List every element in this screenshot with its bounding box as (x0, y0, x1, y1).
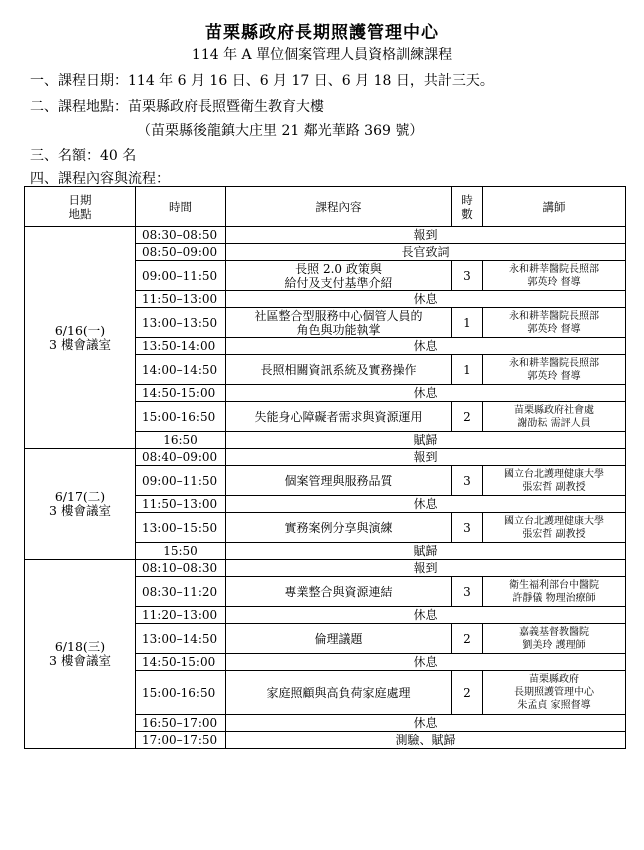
time-cell: 17:00–17:50 (136, 732, 226, 749)
content-cell: 家庭照顧與高負荷家庭處理 (226, 671, 452, 715)
content-cell: 長照相關資訊系統及實務操作 (226, 355, 452, 385)
hours-cell: 1 (452, 308, 483, 338)
time-cell: 15:00-16:50 (136, 402, 226, 432)
content-cell: 休息 (226, 607, 626, 624)
instructor-cell: 永和耕莘醫院長照部 郭英玲 督導 (483, 308, 626, 338)
hours-cell: 1 (452, 355, 483, 385)
time-cell: 13:00–15:50 (136, 513, 226, 543)
content-cell: 長官致詞 (226, 244, 626, 261)
content-cell: 賦歸 (226, 543, 626, 560)
course-content-heading: 四、課程內容與流程： (30, 171, 170, 187)
instructor-cell: 永和耕莘醫院長照部 郭英玲 督導 (483, 355, 626, 385)
content-cell: 實務案例分享與演練 (226, 513, 452, 543)
course-date-line: 一、課程日期：114 年 6 月 16 日、6 月 17 日、6 月 18 日，共計三天。 (30, 73, 494, 89)
time-cell: 15:00-16:50 (136, 671, 226, 715)
content-cell: 社區整合型服務中心個管人員的 角色與功能執掌 (226, 308, 452, 338)
course-place-line: 二、課程地點：苗栗縣政府長照暨衛生教育大樓 (30, 99, 324, 115)
hours-cell: 2 (452, 671, 483, 715)
content-cell: 休息 (226, 715, 626, 732)
content-cell: 休息 (226, 654, 626, 671)
content-cell: 專業整合與資源連結 (226, 577, 452, 607)
header-instructor: 講師 (483, 187, 626, 227)
time-cell: 16:50 (136, 432, 226, 449)
instructor-cell: 苗栗縣政府社會處 謝劭耘 需評人員 (483, 402, 626, 432)
table-row (25, 560, 626, 577)
document-subtitle: 114 年 A 單位個案管理人員資格訓練課程 (191, 47, 453, 63)
content-cell: 報到 (226, 449, 626, 466)
quota-line: 三、名額：40 名 (30, 148, 137, 164)
instructor-cell: 永和耕莘醫院長照部 郭英玲 督導 (483, 261, 626, 291)
content-cell: 測驗、賦歸 (226, 732, 626, 749)
content-cell: 長照 2.0 政策與 給付及支付基準介紹 (226, 261, 452, 291)
time-cell: 08:10–08:30 (136, 560, 226, 577)
content-cell: 報到 (226, 560, 626, 577)
time-cell: 09:00–11:50 (136, 261, 226, 291)
time-cell: 11:20–13:00 (136, 607, 226, 624)
content-cell: 休息 (226, 496, 626, 513)
time-cell: 11:50–13:00 (136, 496, 226, 513)
time-cell: 14:00–14:50 (136, 355, 226, 385)
table-header-row (25, 187, 626, 227)
header-time: 時間 (136, 187, 226, 227)
instructor-cell: 國立台北護理健康大學 張宏哲 副教授 (483, 513, 626, 543)
day-cell: 6/17(二) 3 樓會議室 (25, 449, 136, 560)
content-cell: 個案管理與服務品質 (226, 466, 452, 496)
hours-cell: 2 (452, 624, 483, 654)
content-cell: 賦歸 (226, 432, 626, 449)
course-address-line: （苗栗縣後龍鎮大庄里 21 鄰光華路 369 號） (137, 123, 424, 139)
instructor-cell: 苗栗縣政府 長期照護管理中心 朱孟貞 家照督導 (483, 671, 626, 715)
hours-cell: 3 (452, 261, 483, 291)
time-cell: 13:50-14:00 (136, 338, 226, 355)
instructor-cell: 衛生福利部台中醫院 許靜儀 物理治療師 (483, 577, 626, 607)
hours-cell: 3 (452, 513, 483, 543)
content-cell: 報到 (226, 227, 626, 244)
time-cell: 13:00–14:50 (136, 624, 226, 654)
instructor-cell: 國立台北護理健康大學 張宏哲 副教授 (483, 466, 626, 496)
time-cell: 08:30–08:50 (136, 227, 226, 244)
table-row (25, 227, 626, 244)
hours-cell: 3 (452, 577, 483, 607)
hours-cell: 2 (452, 402, 483, 432)
instructor-cell: 嘉義基督教醫院 劉美玲 護理師 (483, 624, 626, 654)
header-hours: 時 數 (452, 187, 483, 227)
header-date-place: 日期 地點 (25, 187, 136, 227)
content-cell: 倫理議題 (226, 624, 452, 654)
header-content: 課程內容 (226, 187, 452, 227)
time-cell: 13:00–13:50 (136, 308, 226, 338)
content-cell: 休息 (226, 291, 626, 308)
time-cell: 08:40–09:00 (136, 449, 226, 466)
schedule-table (24, 186, 626, 749)
table-row (25, 449, 626, 466)
content-cell: 失能身心障礙者需求與資源運用 (226, 402, 452, 432)
time-cell: 09:00–11:50 (136, 466, 226, 496)
time-cell: 14:50-15:00 (136, 385, 226, 402)
content-cell: 休息 (226, 385, 626, 402)
time-cell: 08:50–09:00 (136, 244, 226, 261)
hours-cell: 3 (452, 466, 483, 496)
day-cell: 6/18(三) 3 樓會議室 (25, 560, 136, 749)
time-cell: 15:50 (136, 543, 226, 560)
day-cell: 6/16(一) 3 樓會議室 (25, 227, 136, 449)
time-cell: 08:30–11:20 (136, 577, 226, 607)
document-title: 苗栗縣政府長期照護管理中心 (205, 23, 439, 43)
content-cell: 休息 (226, 338, 626, 355)
time-cell: 16:50–17:00 (136, 715, 226, 732)
time-cell: 11:50–13:00 (136, 291, 226, 308)
time-cell: 14:50-15:00 (136, 654, 226, 671)
